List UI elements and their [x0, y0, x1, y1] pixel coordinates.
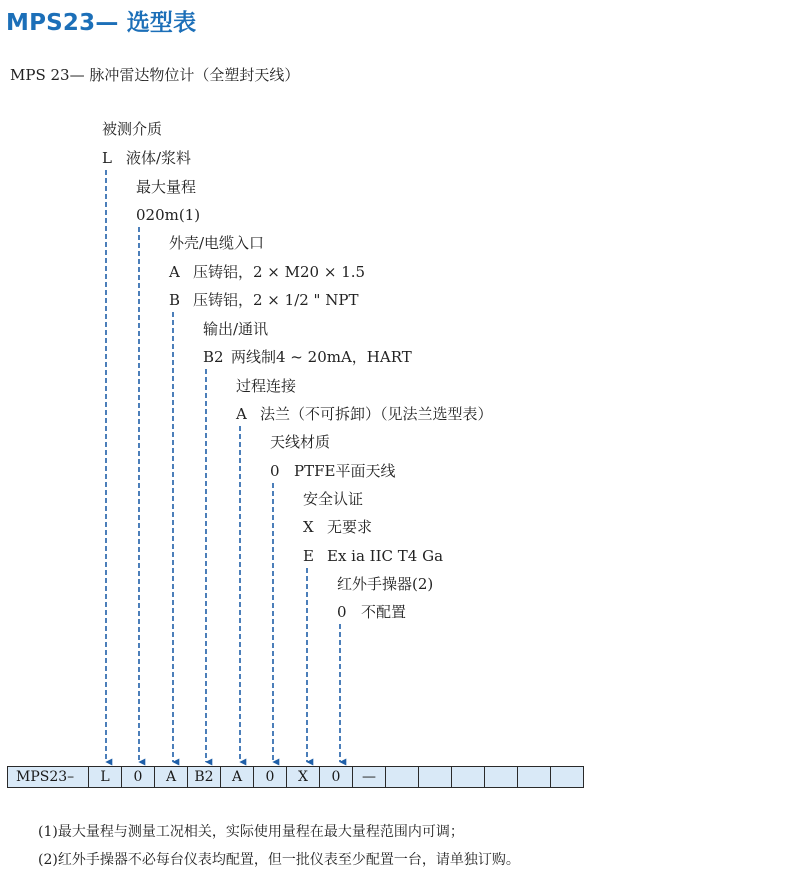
code-cell-output: B2 — [187, 767, 220, 787]
order-code-bar — [7, 766, 584, 788]
option-code: A — [169, 263, 180, 281]
antenna-heading: 天线材质 — [270, 433, 331, 451]
code-cell-cert: X — [286, 767, 319, 787]
code-cell-housing: A — [154, 767, 187, 787]
option-code: X — [303, 518, 314, 536]
option-label: 两线制4 ~ 20mA，HART — [231, 348, 412, 366]
option-label: 无要求 — [327, 518, 373, 536]
option-code: 0 — [337, 603, 347, 621]
code-cell-empty — [550, 767, 583, 787]
range-option: 020m(1) — [136, 206, 201, 224]
range-heading: 最大量程 — [136, 178, 197, 196]
option-label: 液体/浆料 — [126, 149, 192, 167]
option-label: Ex ia IIC T4 Ga — [327, 547, 444, 565]
cert-heading: 安全认证 — [303, 490, 364, 508]
option-code: L — [102, 149, 112, 167]
footnote-2: (2)红外手操器不必每台仪表均配置，但一批仪表至少配置一台，请单独订购。 — [38, 852, 520, 868]
option-label: 法兰（不可拆卸）（见法兰选型表） — [260, 405, 493, 423]
code-cell-empty — [451, 767, 484, 787]
code-cell-dash: — — [352, 767, 385, 787]
option-code: B — [169, 291, 181, 309]
option-code: 0 — [270, 462, 280, 480]
code-cell-remote: 0 — [319, 767, 352, 787]
option-label: 不配置 — [361, 603, 407, 621]
option-code: B2 — [203, 348, 224, 366]
option-code: A — [236, 405, 247, 423]
housing-heading: 外壳/电缆入口 — [169, 234, 265, 252]
code-cell-empty — [385, 767, 418, 787]
remote-heading: 红外手操器(2) — [337, 575, 434, 593]
code-cell-medium: L — [88, 767, 121, 787]
code-cell-empty — [517, 767, 550, 787]
code-cell-empty — [418, 767, 451, 787]
output-heading: 输出/通讯 — [203, 320, 269, 338]
option-code: E — [303, 547, 314, 565]
code-cell-empty — [484, 767, 517, 787]
page-title: MPS23— 选型表 — [6, 10, 197, 36]
code-cell-model: MPS23– — [16, 769, 75, 785]
option-label: 压铸铝，2 × M20 × 1.5 — [193, 263, 366, 281]
option-label: PTFE平面天线 — [294, 462, 396, 480]
footnote-1: (1)最大量程与测量工况相关，实际使用量程在最大量程范围内可调； — [38, 824, 464, 840]
code-cell-range: 0 — [121, 767, 154, 787]
code-cell-process: A — [220, 767, 253, 787]
product-subtitle: MPS 23— 脉冲雷达物位计（全塑封天线） — [10, 66, 300, 84]
medium-heading: 被测介质 — [102, 120, 163, 138]
option-label: 压铸铝，2 × 1/2 " NPT — [193, 291, 359, 309]
code-cell-antenna: 0 — [253, 767, 286, 787]
process-heading: 过程连接 — [236, 377, 297, 395]
